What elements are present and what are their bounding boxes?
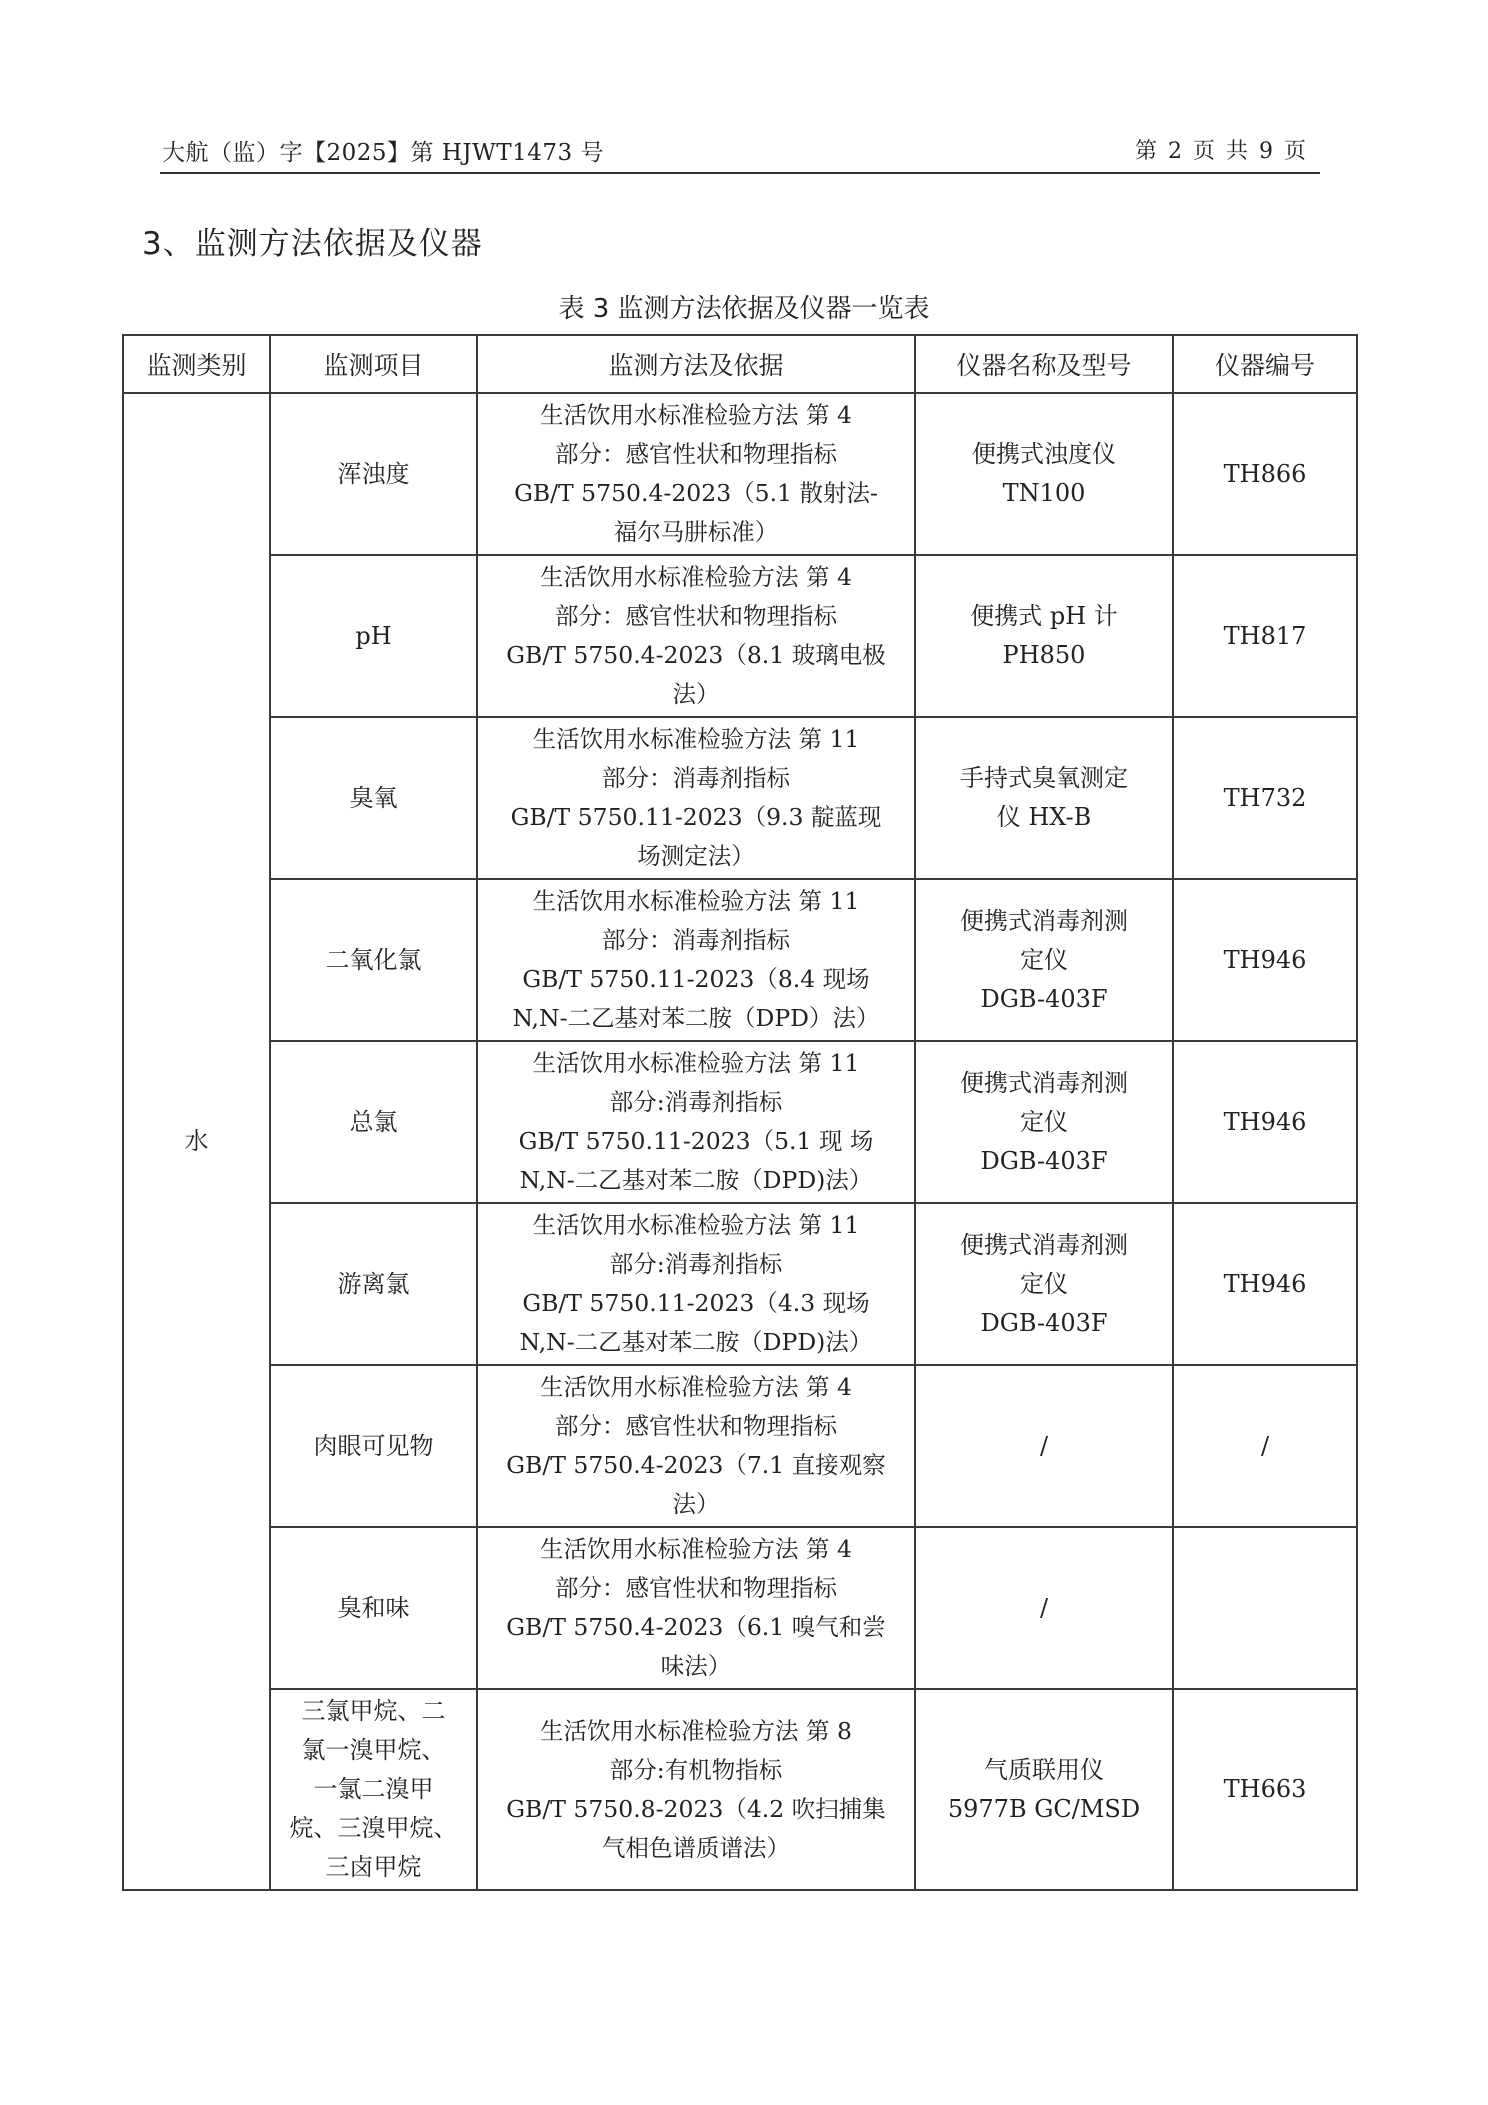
category-cell: 水 [123,393,270,1890]
method-cell: 生活饮用水标准检验方法 第 11 部分:消毒剂指标 GB/T 5750.11-2023（4.3 现场 N,N-二乙基对苯二胺（DPD)法） [477,1203,915,1365]
column-header: 仪器名称及型号 [915,335,1173,393]
instrument-cell: 便携式浊度仪 TN100 [915,393,1173,555]
instrument-cell: / [915,1365,1173,1527]
item-cell: 总氯 [270,1041,477,1203]
instrument-cell: 气质联用仪 5977B GC/MSD [915,1689,1173,1890]
table-caption: 表 3 监测方法依据及仪器一览表 [558,294,930,324]
instrument-number-cell: TH946 [1173,1203,1357,1365]
method-cell: 生活饮用水标准检验方法 第 4 部分：感官性状和物理指标 GB/T 5750.4-2023（8.1 玻璃电极 法） [477,555,915,717]
method-cell: 生活饮用水标准检验方法 第 11 部分：消毒剂指标 GB/T 5750.11-2023（9.3 靛蓝现 场测定法） [477,717,915,879]
instrument-cell: 便携式消毒剂测 定仪 DGB-403F [915,1203,1173,1365]
instrument-number-cell: TH732 [1173,717,1357,879]
table-row [123,1203,1357,1365]
table-row [123,879,1357,1041]
method-cell: 生活饮用水标准检验方法 第 8 部分:有机物指标 GB/T 5750.8-2023（4.2 吹扫捕集 气相色谱质谱法） [477,1689,915,1890]
instrument-cell: 便携式消毒剂测 定仪 DGB-403F [915,1041,1173,1203]
instrument-cell: 手持式臭氧测定 仪 HX-B [915,717,1173,879]
instrument-number-cell: TH817 [1173,555,1357,717]
instrument-number-cell: / [1173,1365,1357,1527]
page-number: 第 2 页 共 9 页 [1135,139,1306,164]
table-row [123,1527,1357,1689]
report-reference: 大航（监）字【2025】第 HJWT1473 号 [162,140,604,166]
method-cell: 生活饮用水标准检验方法 第 11 部分:消毒剂指标 GB/T 5750.11-2023（5.1 现 场 N,N-二乙基对苯二胺（DPD)法） [477,1041,915,1203]
item-cell: 肉眼可见物 [270,1365,477,1527]
table-row [123,1365,1357,1527]
table-header-row [123,335,1357,393]
instrument-number-cell: TH946 [1173,1041,1357,1203]
instrument-cell: / [915,1527,1173,1689]
instrument-number-cell: TH946 [1173,879,1357,1041]
section-title: 3、监测方法依据及仪器 [142,226,483,262]
instrument-number-cell: TH866 [1173,393,1357,555]
methods-table [122,334,1358,1891]
item-cell: pH [270,555,477,717]
table-row [123,555,1357,717]
table-row [123,1689,1357,1890]
method-cell: 生活饮用水标准检验方法 第 11 部分：消毒剂指标 GB/T 5750.11-2023（8.4 现场 N,N-二乙基对苯二胺（DPD）法） [477,879,915,1041]
item-cell: 二氧化氯 [270,879,477,1041]
table-row [123,1041,1357,1203]
method-cell: 生活饮用水标准检验方法 第 4 部分：感官性状和物理指标 GB/T 5750.4-2023（5.1 散射法- 福尔马肼标准） [477,393,915,555]
column-header: 仪器编号 [1173,335,1357,393]
item-cell: 臭和味 [270,1527,477,1689]
item-cell: 三氯甲烷、二 氯一溴甲烷、 一氯二溴甲 烷、三溴甲烷、 三卤甲烷 [270,1689,477,1890]
item-cell: 浑浊度 [270,393,477,555]
column-header: 监测项目 [270,335,477,393]
instrument-cell: 便携式 pH 计 PH850 [915,555,1173,717]
method-cell: 生活饮用水标准检验方法 第 4 部分：感官性状和物理指标 GB/T 5750.4-2023（6.1 嗅气和尝 味法） [477,1527,915,1689]
table-row [123,393,1357,555]
column-header: 监测方法及依据 [477,335,915,393]
item-cell: 臭氧 [270,717,477,879]
instrument-number-cell: TH663 [1173,1689,1357,1890]
instrument-cell: 便携式消毒剂测 定仪 DGB-403F [915,879,1173,1041]
item-cell: 游离氯 [270,1203,477,1365]
instrument-number-cell [1173,1527,1357,1689]
page-header [160,130,1320,174]
column-header: 监测类别 [123,335,270,393]
table-row [123,717,1357,879]
method-cell: 生活饮用水标准检验方法 第 4 部分：感官性状和物理指标 GB/T 5750.4-2023（7.1 直接观察 法） [477,1365,915,1527]
